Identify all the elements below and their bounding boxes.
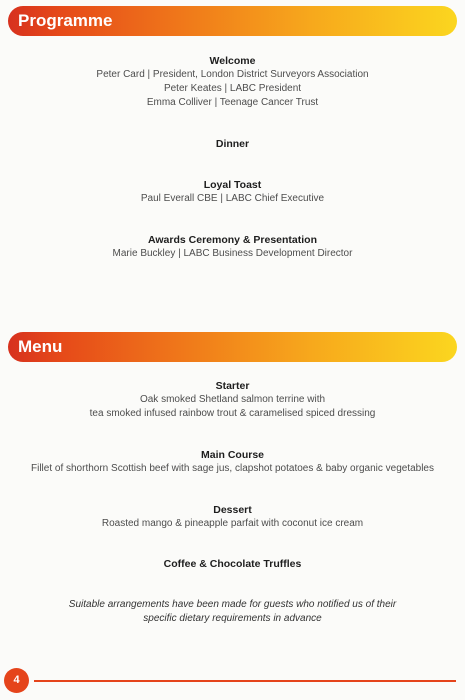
menu-banner — [8, 332, 457, 362]
programme-item-welcome — [0, 54, 465, 110]
menu-item-coffee — [0, 557, 465, 571]
item-line: Peter Card | President, London District Surveyors Association — [96, 69, 369, 80]
item-title: Welcome — [209, 55, 256, 67]
item-title: Coffee & Chocolate Truffles — [163, 558, 302, 570]
item-line: Fillet of shorthorn Scottish beef with sage jus, clapshot potatoes & baby organic vegetables — [30, 463, 434, 474]
programme-banner — [8, 6, 457, 36]
programme-item-awards — [0, 233, 465, 261]
item-line: tea smoked infused rainbow trout & caramelised spiced dressing — [89, 408, 376, 419]
item-title: Dinner — [215, 138, 250, 150]
menu-item-dessert — [0, 503, 465, 531]
item-title: Main Course — [200, 449, 264, 461]
item-title: Loyal Toast — [203, 179, 262, 191]
item-line: Emma Colliver | Teenage Cancer Trust — [146, 97, 319, 108]
item-line: Paul Everall CBE | LABC Chief Executive — [140, 193, 325, 204]
menu-item-main-course — [0, 448, 465, 476]
item-title: Awards Ceremony & Presentation — [147, 234, 318, 246]
dietary-note — [0, 598, 465, 626]
note-line: specific dietary requirements in advance — [143, 613, 322, 624]
note-line: Suitable arrangements have been made for guests who notified us of their — [68, 599, 397, 610]
programme-item-loyal-toast — [0, 178, 465, 206]
programme-heading: Programme — [18, 11, 113, 30]
page-number-badge: 4 — [4, 668, 29, 693]
item-line: Marie Buckley | LABC Business Development Director — [112, 248, 353, 259]
item-line: Oak smoked Shetland salmon terrine with — [139, 394, 326, 405]
menu-item-starter — [0, 379, 465, 421]
footer-divider — [34, 680, 456, 682]
programme-item-dinner — [0, 137, 465, 151]
item-line: Roasted mango & pineapple parfait with coconut ice cream — [101, 518, 364, 529]
item-title: Starter — [215, 380, 250, 392]
item-line: Peter Keates | LABC President — [163, 83, 302, 94]
item-title: Dessert — [213, 504, 252, 516]
menu-heading: Menu — [18, 337, 63, 356]
